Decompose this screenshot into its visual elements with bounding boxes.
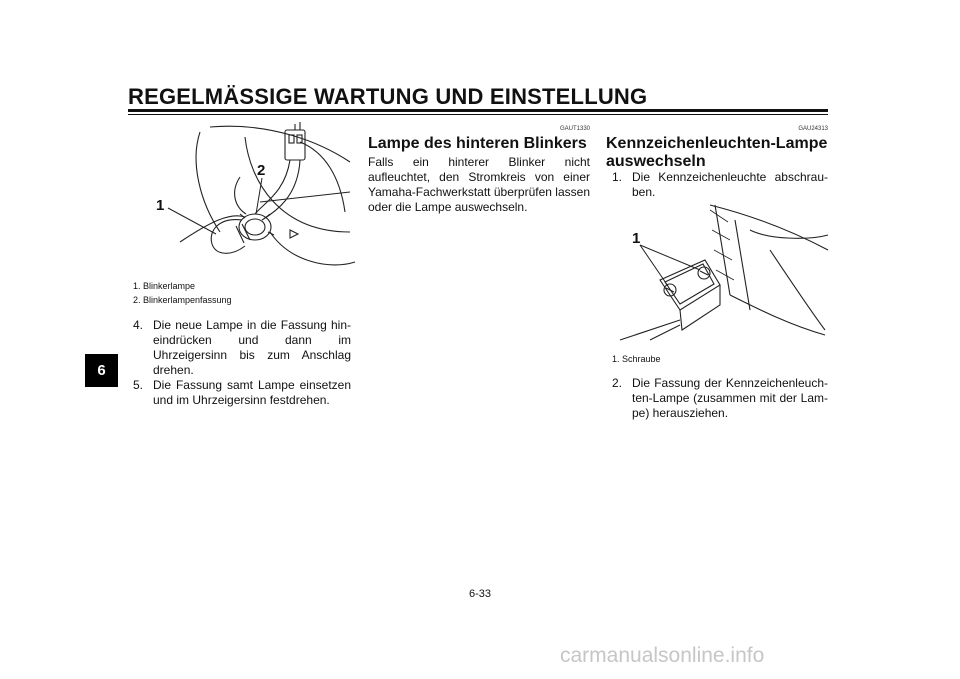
step-number: 1. [612,170,623,184]
section-code: GAU24313 [798,126,828,132]
left-step-list [133,318,351,408]
step-number: 4. [133,318,144,332]
page-number: 6-33 [468,588,492,600]
watermark-text: carmanualsonline.info [560,644,765,667]
chapter-tab: 6 [85,354,118,387]
license-plate-light-illustration [610,200,830,348]
right-step-list-bottom [612,376,828,421]
step-item [133,318,351,378]
step-item [612,376,828,421]
figure-caption-list [612,352,828,366]
figure-callout-1: 1 [156,197,165,214]
figure-callout-2: 2 [257,162,266,179]
caption-item: 2. Blinkerlampenfassung [133,295,232,305]
figure-caption-list [133,279,353,307]
section-body: Falls ein hinterer Blinker nicht aufleuchtet, den Stromkreis von einer Yamaha-Fachwerkstatt überprüfen lassen oder die Lampe auswechseln. [368,155,590,214]
right-step-list-top [612,170,828,200]
step-text: Die Fassung der Kennzeichenleuchten-Lampe (zusammen mit der Lampe) herausziehen. [632,376,828,420]
step-item [133,378,351,408]
section-code: GAUT1330 [559,126,590,132]
header-rule-thick [128,109,828,112]
step-number: 2. [612,376,623,390]
section-heading: Kennzeichenleuchten-Lampe auswechseln [606,135,828,170]
step-text: Die Kennzeichenleuchte abschrauben. [632,170,828,199]
step-text: Die Fassung samt Lampe einsetzen und im Uhrzeigersinn festdrehen. [153,378,351,407]
step-text: Die neue Lampe in die Fassung hineindrücken und dann im Uhrzeigersinn bis zum Anschlag drehen. [153,318,351,377]
section-heading: Lampe des hinteren Blinkers [368,135,587,152]
page-title: REGELMÄSSIGE WARTUNG UND EINSTELLUNG [128,84,648,109]
step-item [612,170,828,200]
figure-callout-1: 1 [632,230,641,247]
caption-item: 1. Schraube [612,354,661,364]
caption-item: 1. Blinkerlampe [133,281,196,291]
turn-signal-bulb-illustration [150,122,360,272]
step-number: 5. [133,378,144,392]
header-rule-thin [128,114,828,115]
